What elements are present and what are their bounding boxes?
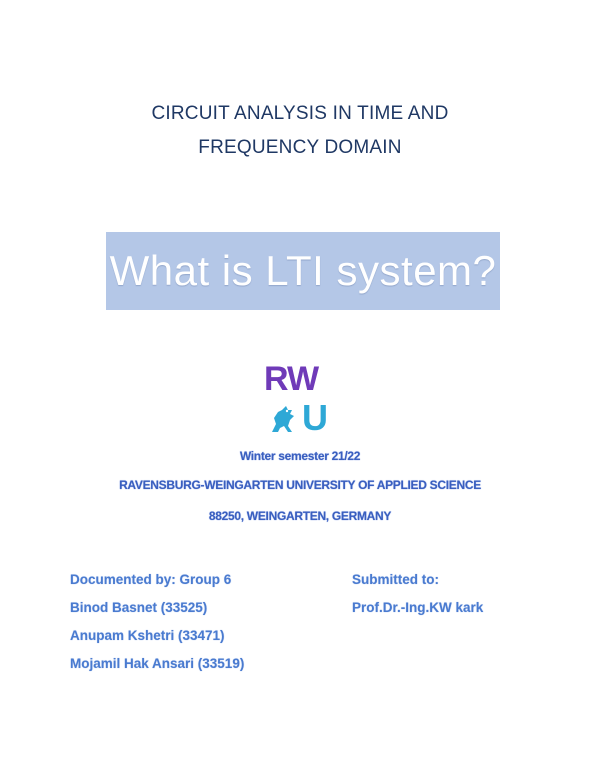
author-item: Mojamil Hak Ansari (33519): [70, 656, 245, 671]
university-address: 88250, WEINGARTEN, GERMANY: [208, 509, 392, 523]
hero-text: What is LTI system?: [109, 247, 497, 294]
submission-block: [352, 566, 483, 622]
university-logo: [264, 362, 342, 438]
author-item: Anupam Kshetri (33471): [70, 628, 225, 643]
authors-heading: Documented by: Group 6: [70, 572, 232, 587]
hero-banner: [106, 232, 500, 310]
university-name: RAVENSBURG-WEINGARTEN UNIVERSITY OF APPLIED SCIENCE: [119, 478, 481, 492]
submission-heading: Submitted to:: [352, 572, 439, 587]
semester-text: Winter semester 21/22: [239, 449, 361, 463]
author-item: Binod Basnet (33525): [70, 600, 208, 615]
lion-icon: [266, 402, 300, 436]
submission-recipient: Prof.Dr.-Ing.KW kark: [352, 600, 484, 615]
logo-letters-rw: RW: [264, 360, 319, 398]
logo-letter-u: U: [302, 397, 328, 438]
title-line-2: FREQUENCY DOMAIN: [198, 137, 402, 158]
title-line-1: CIRCUIT ANALYSIS IN TIME AND: [151, 103, 449, 124]
authors-block: [70, 566, 244, 678]
document-title: [0, 97, 600, 165]
